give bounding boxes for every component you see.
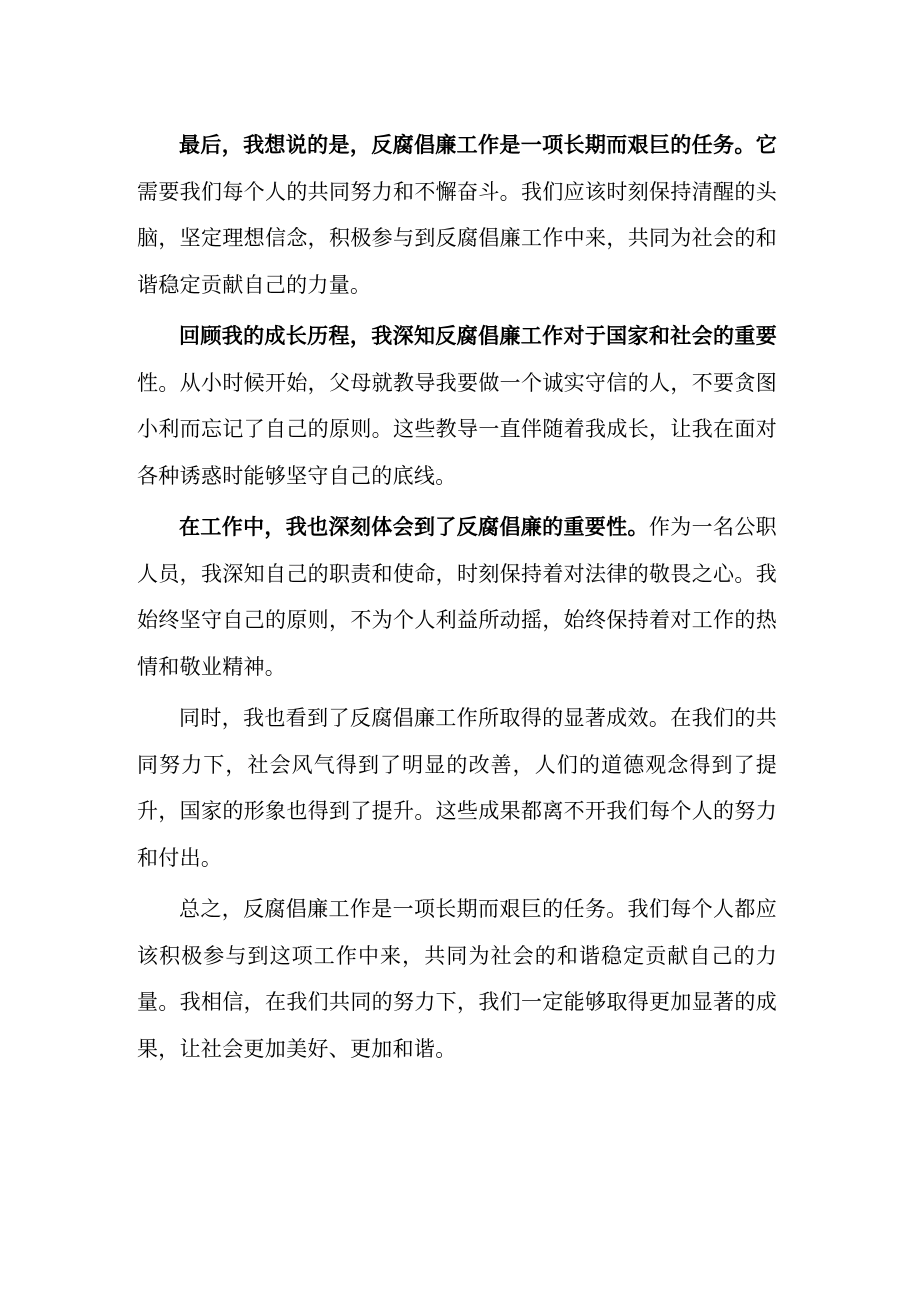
paragraph-lead: 最后，我想说的是，反腐倡廉工作是一项长期而艰巨的任务。它 (179, 133, 777, 157)
paragraph-summary (137, 886, 777, 1072)
paragraph-work (137, 504, 777, 690)
paragraph-body: 需要我们每个人的共同努力和不懈奋斗。我们应该时刻保持清醒的头脑，坚定理想信念，积极参与到反腐倡廉工作中来，共同为社会的和谐稳定贡献自己的力量。 (137, 179, 777, 297)
paragraph-results (137, 695, 777, 881)
paragraph-body: 总之，反腐倡廉工作是一项长期而艰巨的任务。我们每个人都应该积极参与到这项工作中来，共同为社会的和谐稳定贡献自己的力量。我相信，在我们共同的努力下，我们一定能够取得更加显著的成果，让社会更加美好、更加和谐。 (137, 897, 777, 1061)
paragraph-conclusion (137, 122, 777, 308)
paragraph-body: 性。从小时候开始，父母就教导我要做一个诚实守信的人，不要贪图小利而忘记了自己的原则。这些教导一直伴随着我成长，让我在面对各种诱惑时能够坚守自己的底线。 (137, 370, 777, 488)
paragraph-lead: 在工作中，我也深刻体会到了反腐倡廉的重要性。 (179, 515, 649, 539)
paragraph-lead: 回顾我的成长历程，我深知反腐倡廉工作对于国家和社会的重要 (179, 324, 777, 348)
paragraph-body: 同时，我也看到了反腐倡廉工作所取得的显著成效。在我们的共同努力下，社会风气得到了明显的改善，人们的道德观念得到了提升，国家的形象也得到了提升。这些成果都离不开我们每个人的努力和付出。 (137, 706, 777, 870)
paragraph-growth (137, 313, 777, 499)
paragraph-body: 作为一名公职人员，我深知自己的职责和使命，时刻保持着对法律的敬畏之心。我始终坚守自己的原则，不为个人利益所动摇，始终保持着对工作的热情和敬业精神。 (137, 515, 777, 679)
document-page (137, 122, 777, 1077)
